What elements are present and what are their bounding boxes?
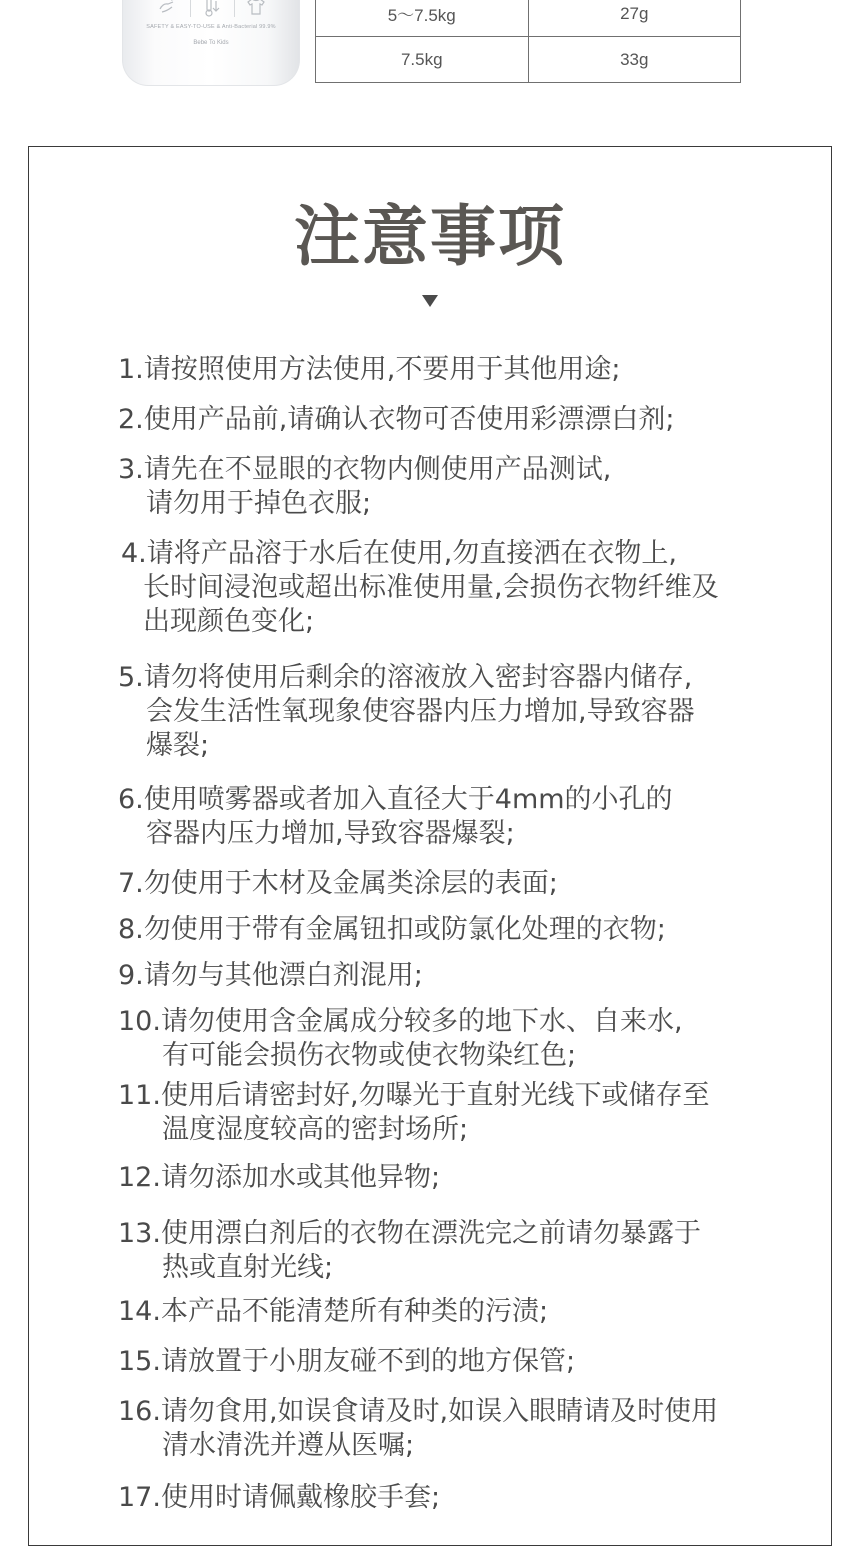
- notice-line: 出现颜色变化;: [143, 606, 315, 637]
- notice-item-7: [118, 867, 818, 901]
- shirt-icon: [245, 0, 267, 17]
- notice-item-5: [118, 661, 818, 763]
- notice-line: 14.本产品不能清楚所有种类的污渍;: [118, 1296, 549, 1327]
- notice-line: 10.请勿使用含金属成分较多的地下水、自来水,: [118, 1006, 683, 1037]
- notice-line: 9.请勿与其他漂白剂混用;: [118, 960, 423, 991]
- notice-line: 11.使用后请密封好,勿曝光于直射光线下或储存至: [118, 1080, 710, 1111]
- notice-line: 清水清洗并遵从医嘱;: [162, 1430, 415, 1461]
- bottle-tagline: SAFETY & EASY-TO-USE & Anti-Bacterial 99.9%: [146, 24, 276, 30]
- notice-item-16: [118, 1395, 818, 1463]
- bottle-icon-divider: [190, 0, 191, 17]
- notice-line: 长时间浸泡或超出标准使用量,会损伤衣物纤维及: [143, 572, 719, 603]
- table-cell-weight: 7.5kg: [316, 37, 529, 83]
- bottle-brand: Bebe To Kids: [193, 40, 229, 46]
- notice-line: 爆裂;: [146, 730, 210, 761]
- bottle-icon-row: [157, 0, 267, 20]
- notice-item-13: [118, 1217, 818, 1285]
- notice-line: 温度湿度较高的密封场所;: [162, 1114, 469, 1145]
- notice-line: 8.勿使用于带有金属钮扣或防氯化处理的衣物;: [118, 914, 666, 945]
- notice-line: 16.请勿食用,如误食请及时,如误入眼睛请及时使用: [118, 1396, 719, 1427]
- notice-item-11: [118, 1079, 818, 1147]
- notice-item-2: [118, 403, 818, 437]
- notice-line: 5.请勿将使用后剩余的溶液放入密封容器内储存,: [118, 662, 693, 693]
- table-row: [316, 37, 741, 83]
- notice-line: 7.勿使用于木材及金属类涂层的表面;: [118, 868, 558, 899]
- notice-section: [28, 146, 832, 1546]
- notice-item-3: [118, 453, 818, 521]
- table-cell-amount: 27g: [528, 0, 741, 37]
- dosage-table: [315, 0, 741, 83]
- top-product-section: [0, 0, 860, 110]
- notice-item-17: [118, 1481, 818, 1515]
- notice-item-6: [118, 783, 818, 851]
- notice-line: 4.请将产品溶于水后在使用,勿直接洒在衣物上,: [121, 538, 677, 569]
- notice-item-12: [118, 1161, 818, 1195]
- notice-item-15: [118, 1345, 818, 1379]
- notice-item-8: [118, 913, 818, 947]
- hand-wash-icon: [157, 0, 179, 17]
- table-row: [316, 0, 741, 37]
- notice-line: 6.使用喷雾器或者加入直径大于4mm的小孔的: [118, 784, 673, 815]
- notice-line: 会发生活性氧现象使容器内压力增加,导致容器: [146, 696, 695, 727]
- notice-line: 12.请勿添加水或其他异物;: [118, 1162, 441, 1193]
- bottle-icon-divider: [234, 0, 235, 17]
- notice-title: 注意事项: [294, 198, 566, 275]
- notice-line: 有可能会损伤衣物或使衣物染红色;: [162, 1040, 577, 1071]
- notice-item-4: [121, 537, 821, 639]
- notice-line: 请勿用于掉色衣服;: [146, 488, 372, 519]
- product-bottle-image: [122, 0, 300, 86]
- notice-item-10: [118, 1005, 818, 1073]
- notice-line: 15.请放置于小朋友碰不到的地方保管;: [118, 1346, 576, 1377]
- notice-item-1: [118, 353, 818, 387]
- notice-line: 3.请先在不显眼的衣物内侧使用产品测试,: [118, 454, 612, 485]
- notice-line: 热或直射光线;: [162, 1252, 334, 1283]
- notice-line: 2.使用产品前,请确认衣物可否使用彩漂漂白剂;: [118, 404, 675, 435]
- thermometer-icon: [201, 0, 223, 17]
- table-cell-weight: 5～7.5kg: [316, 0, 529, 37]
- notice-line: 容器内压力增加,导致容器爆裂;: [146, 818, 515, 849]
- triangle-down-icon: [422, 295, 438, 307]
- notice-line: 1.请按照使用方法使用,不要用于其他用途;: [118, 354, 621, 385]
- notice-item-9: [118, 959, 818, 993]
- notice-line: 13.使用漂白剂后的衣物在漂洗完之前请勿暴露于: [118, 1218, 701, 1249]
- table-cell-amount: 33g: [528, 37, 741, 83]
- notice-item-14: [118, 1295, 818, 1329]
- notice-line: 17.使用时请佩戴橡胶手套;: [118, 1482, 441, 1513]
